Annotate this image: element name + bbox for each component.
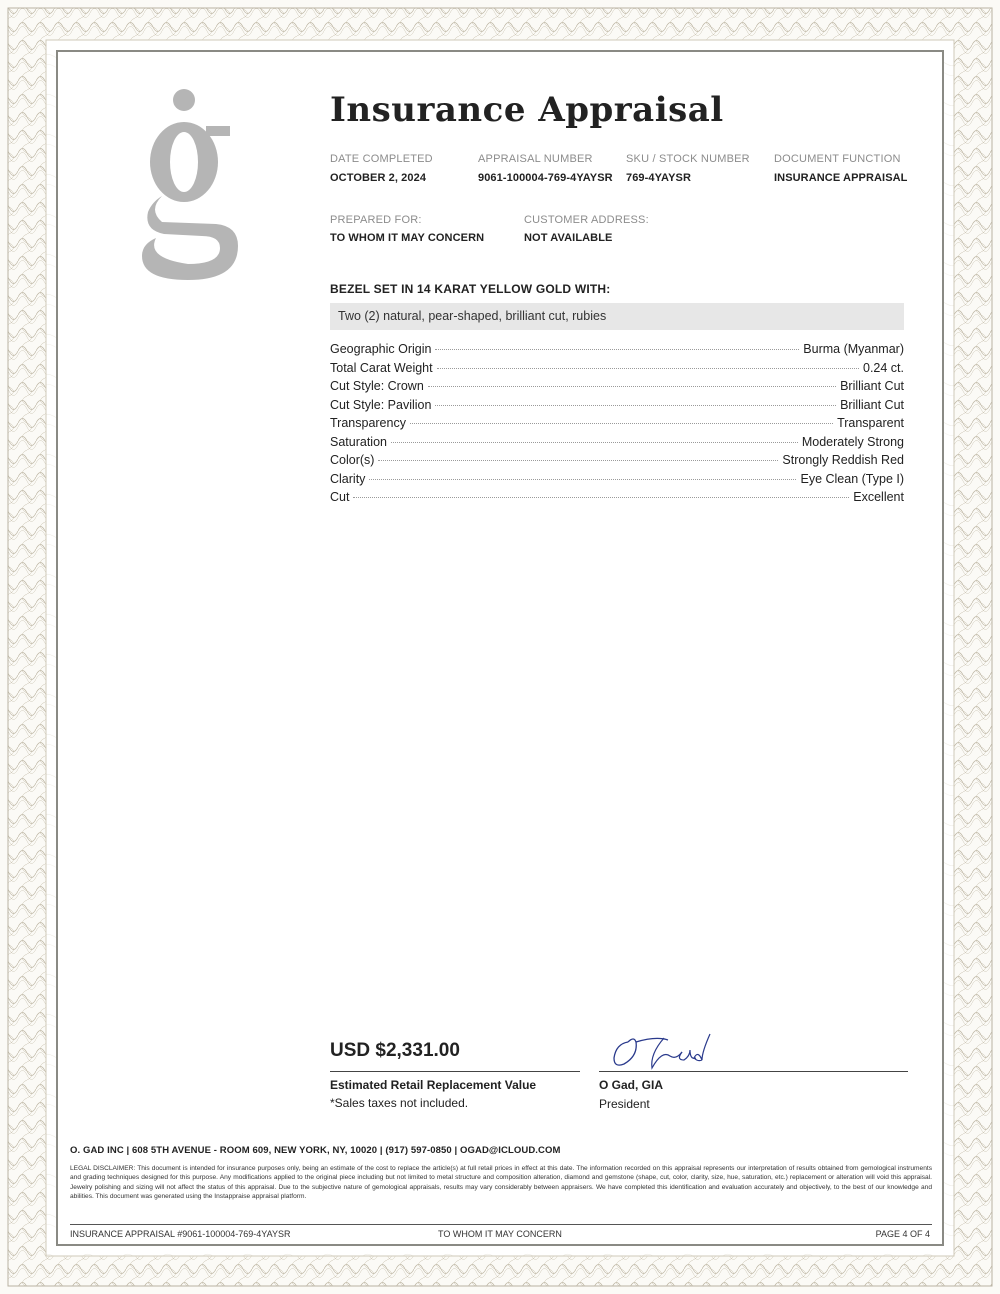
item-description: Two (2) natural, pear-shaped, brilliant cut, rubies bbox=[330, 303, 904, 330]
leader-dots bbox=[378, 460, 778, 461]
spec-label: Color(s) bbox=[330, 453, 375, 467]
leader-dots bbox=[435, 349, 799, 350]
spec-value: Burma (Myanmar) bbox=[803, 342, 904, 356]
footer-recipient: TO WHOM IT MAY CONCERN bbox=[438, 1229, 562, 1239]
leader-dots bbox=[437, 368, 859, 369]
spec-label: Cut bbox=[330, 490, 350, 504]
footer-page-number: PAGE 4 OF 4 bbox=[875, 1229, 930, 1239]
customer-address-value: NOT AVAILABLE bbox=[524, 232, 613, 244]
replacement-value-label: Estimated Retail Replacement Value bbox=[330, 1078, 537, 1092]
spec-row-total-carat-weight bbox=[330, 361, 904, 380]
date-completed-value: OCTOBER 2, 2024 bbox=[330, 172, 427, 184]
company-logo-g-icon bbox=[138, 84, 278, 294]
spec-label: Geographic Origin bbox=[330, 342, 432, 356]
document-function-value: INSURANCE APPRAISAL bbox=[774, 172, 908, 184]
spec-label: Total Carat Weight bbox=[330, 360, 433, 375]
signature-image bbox=[610, 1030, 720, 1074]
leader-dots bbox=[435, 405, 836, 406]
appraisal-number-label: APPRAISAL NUMBER bbox=[478, 153, 593, 165]
customer-address-label: CUSTOMER ADDRESS: bbox=[524, 214, 649, 226]
spec-value: Strongly Reddish Red bbox=[782, 453, 904, 467]
spec-value: Brilliant Cut bbox=[840, 397, 904, 412]
date-completed-label: DATE COMPLETED bbox=[330, 153, 433, 165]
footer-appraisal-reference: INSURANCE APPRAISAL #9061-100004-769-4YAYSR bbox=[70, 1229, 291, 1239]
sales-tax-note: *Sales taxes not included. bbox=[330, 1096, 469, 1110]
appraisal-page bbox=[56, 50, 944, 1246]
leader-dots bbox=[353, 497, 849, 498]
document-function-label: DOCUMENT FUNCTION bbox=[774, 153, 901, 165]
prepared-for-label: PREPARED FOR: bbox=[330, 214, 422, 226]
company-contact-line: O. GAD INC | 608 5TH AVENUE - ROOM 609, NEW YORK, NY, 10020 | (917) 597-0850 | OGAD@ICLOUD.COM bbox=[70, 1145, 561, 1156]
spec-label: Cut Style: Crown bbox=[330, 379, 424, 393]
spec-row-cut-style-crown bbox=[330, 379, 904, 398]
page-title: Insurance Appraisal bbox=[330, 90, 724, 130]
sku-label: SKU / STOCK NUMBER bbox=[626, 153, 750, 165]
spec-value: Transparent bbox=[837, 416, 904, 430]
spec-label: Cut Style: Pavilion bbox=[330, 397, 432, 412]
leader-dots bbox=[428, 386, 836, 387]
signer-title: President bbox=[599, 1097, 650, 1111]
spec-row-saturation bbox=[330, 435, 904, 454]
spec-label: Saturation bbox=[330, 434, 387, 449]
spec-row-clarity bbox=[330, 472, 904, 491]
spec-row-geographic-origin bbox=[330, 342, 904, 361]
spec-list bbox=[330, 342, 904, 509]
spec-row-colors bbox=[330, 453, 904, 472]
spec-value: Eye Clean (Type I) bbox=[800, 471, 904, 486]
signer-name: O Gad, GIA bbox=[599, 1078, 664, 1092]
spec-value: Excellent bbox=[853, 490, 904, 504]
signature-divider bbox=[599, 1071, 908, 1072]
spec-row-cut-style-pavilion bbox=[330, 398, 904, 417]
legal-disclaimer: LEGAL DISCLAIMER: This document is intended for insurance purposes only, being an estimate of the cost to replace the article(s) at full retail prices in effect at this date. The information recorded on this appraisal represents our interpretation of results obtained from gemological instruments and grading techniques designed for this purpose. Any modifications applied to the original piece including but not limited to metal structure and composition alteration, diamond and gemstone (shape, cut, color, clarity, size, hue, saturation, etc.) replacement or alteration will void this appraisal. Jewelry polishing and sizing will not affect the status of this appraisal. Due to the subjective nature of gemological appraisals, results may vary considerably between appraisers. We have completed this identification and evaluation accurately and objectively, to the best of our knowledge and abilities. This document was generated using the Instappraise appraisal platform. bbox=[70, 1165, 932, 1201]
spec-label: Transparency bbox=[330, 416, 406, 430]
appraisal-number-value: 9061-100004-769-4YAYSR bbox=[478, 172, 613, 184]
leader-dots bbox=[369, 479, 796, 480]
spec-row-transparency bbox=[330, 416, 904, 435]
spec-value: Moderately Strong bbox=[801, 434, 904, 449]
footer-divider bbox=[70, 1224, 932, 1225]
item-heading: BEZEL SET IN 14 KARAT YELLOW GOLD WITH: bbox=[330, 282, 611, 296]
spec-value: 0.24 ct. bbox=[863, 360, 904, 375]
replacement-value-price: USD $2,331.00 bbox=[330, 1040, 460, 1061]
spec-value: Brilliant Cut bbox=[840, 379, 904, 393]
price-divider bbox=[330, 1071, 580, 1072]
sku-value: 769-4YAYSR bbox=[626, 172, 692, 184]
leader-dots bbox=[391, 442, 798, 443]
spec-row-cut bbox=[330, 490, 904, 509]
prepared-for-value: TO WHOM IT MAY CONCERN bbox=[330, 232, 485, 244]
leader-dots bbox=[410, 423, 833, 424]
spec-label: Clarity bbox=[330, 471, 366, 486]
